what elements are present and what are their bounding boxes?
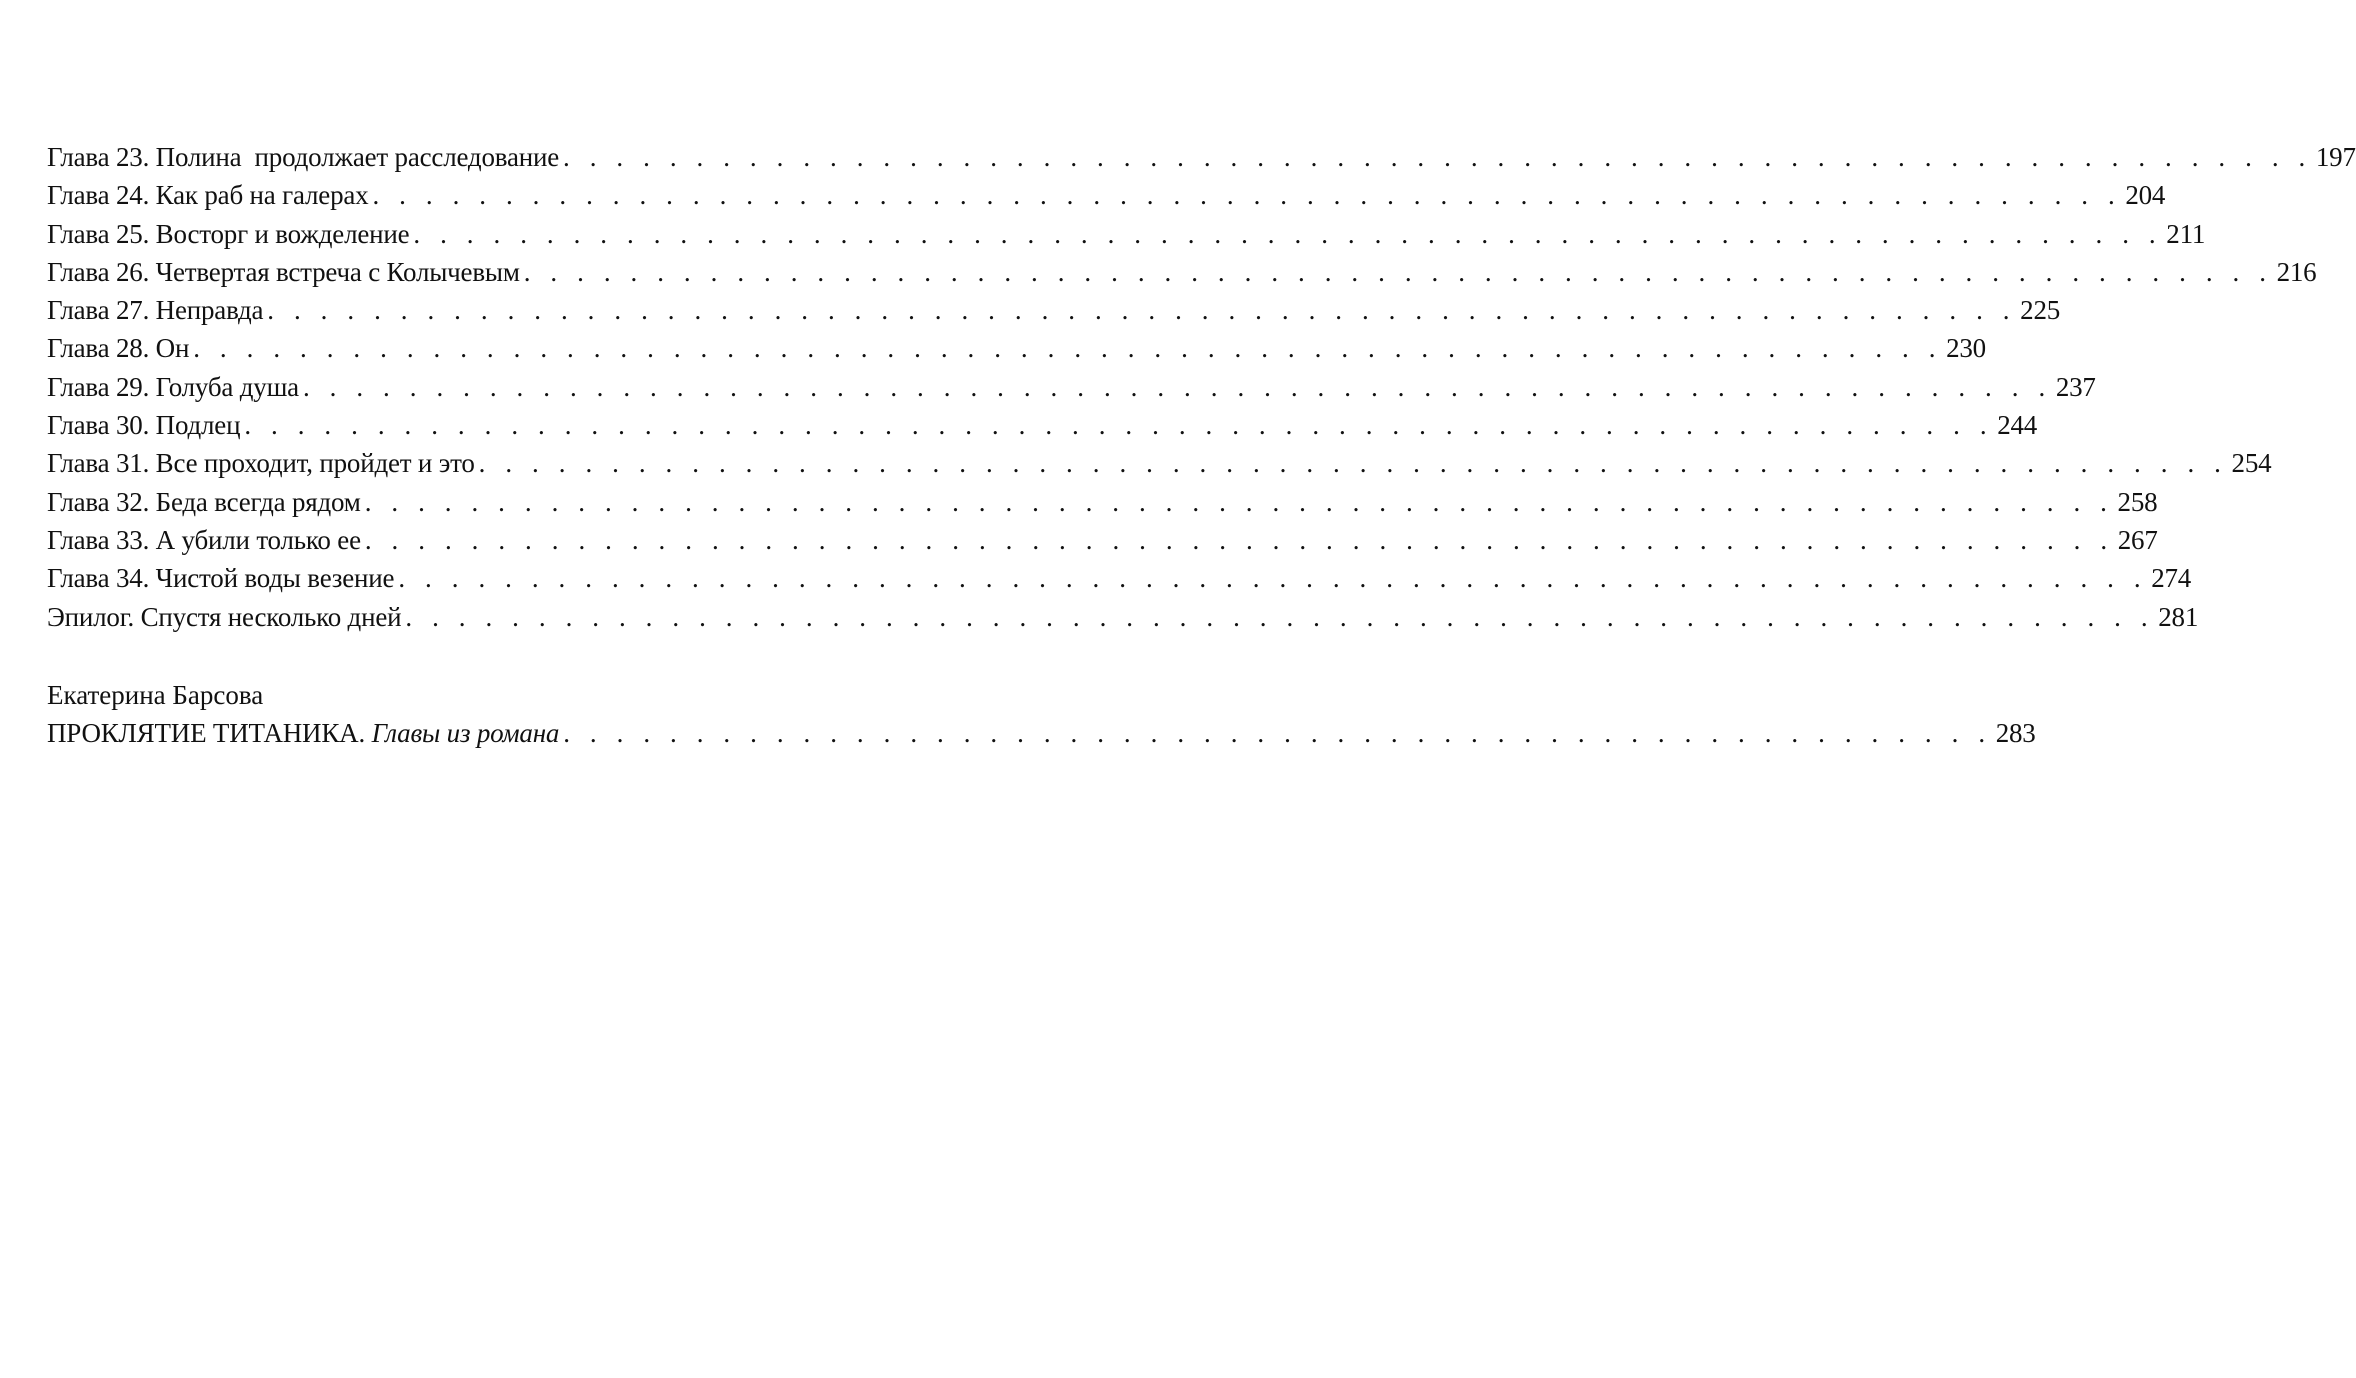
toc-entry-page: 197 <box>2315 142 2356 172</box>
dot-leader: . . . . . . . . . . . . . . . . . . . . . . . . . . . . . . . . . . . . . . . . . . . . . . . . . . . . . . . . . . . . . . . . . . <box>244 410 1994 441</box>
toc-entry[interactable] <box>47 253 2317 291</box>
toc-entry-title: Глава 28. Он <box>47 333 190 364</box>
toc-entry-title: Глава 25. Восторг и вожделение <box>47 218 410 249</box>
toc-entry-page: 211 <box>2166 218 2206 249</box>
toc-entry-title: Глава 33. А убили только ее <box>47 524 361 555</box>
toc-entry[interactable] <box>47 176 2166 214</box>
toc-entry-title: Глава 23. Полина продолжает расследование <box>47 142 560 172</box>
toc-entry-title: Глава 31. Все проходит, пройдет и это <box>47 448 475 479</box>
toc-entry[interactable] <box>47 368 2096 406</box>
toc-entry[interactable] <box>47 598 2199 636</box>
toc-entry-appendix[interactable] <box>47 714 2036 752</box>
toc-entry-page: 230 <box>1946 333 1986 364</box>
dot-leader: . . . . . . . . . . . . . . . . . . . . . . . . . . . . . . . . . . . . . . . . . . . . . . . . . . . . . . . . . . . . . . . . . . <box>523 256 2273 287</box>
toc-entry-page: 244 <box>1997 410 2038 441</box>
toc-entry[interactable] <box>47 215 2206 253</box>
toc-entry-title: Глава 32. Беда всегда рядом <box>47 486 361 517</box>
toc-entry[interactable] <box>47 444 2272 482</box>
toc-entry[interactable] <box>47 329 1986 367</box>
toc-entry-page: 281 <box>2158 601 2199 632</box>
novel-subtitle: Главы из романа <box>371 718 560 748</box>
toc-entry-title: Глава 34. Чистой воды везение <box>47 563 395 594</box>
dot-leader: . . . . . . . . . . . . . . . . . . . . . . . . . . . . . . . . . . . . . . . . . . . . . . . . . . . . . . . . . . . . . . . . . . <box>478 448 2228 479</box>
toc-entry-title: Глава 24. Как раб на галерах <box>47 180 369 211</box>
dot-leader: . . . . . . . . . . . . . . . . . . . . . . . . . . . . . . . . . . . . . . . . . . . . . . . . . . . . . . . . . . . . . . . . . . <box>364 486 2114 517</box>
dot-leader: . . . . . . . . . . . . . . . . . . . . . . . . . . . . . . . . . . . . . . . . . . . . . . . . . . . . . . . . . . . . . . . . . . <box>302 371 2052 402</box>
dot-leader: . . . . . . . . . . . . . . . . . . . . . . . . . . . . . . . . . . . . . . . . . . . . . . . . . . . . . . . . . . . . . . . . . . <box>413 218 2163 249</box>
toc-entry-page: 204 <box>2125 180 2166 211</box>
toc-entry-page: 225 <box>2020 295 2061 326</box>
appendix-section <box>47 676 2036 752</box>
toc-entry-page: 237 <box>2055 371 2096 402</box>
toc-entry-title: Глава 26. Четвертая встреча с Колычевым <box>47 256 520 287</box>
dot-leader: . . . . . . . . . . . . . . . . . . . . . . . . . . . . . . . . . . . . . . . . . . . . . . . . . . . . . . <box>563 718 1992 748</box>
dot-leader: . . . . . . . . . . . . . . . . . . . . . . . . . . . . . . . . . . . . . . . . . . . . . . . . . . . . . . . . . . . . . . . . . . <box>372 180 2122 211</box>
toc-entry[interactable] <box>47 406 2038 444</box>
toc-entry[interactable] <box>47 483 2158 521</box>
toc-entry-title: Глава 30. Подлец <box>47 410 241 441</box>
toc-entry-page: 267 <box>2117 524 2158 555</box>
toc-entry-title: Глава 29. Голуба душа <box>47 371 299 402</box>
dot-leader: . . . . . . . . . . . . . . . . . . . . . . . . . . . . . . . . . . . . . . . . . . . . . . . . . . . . . . . . . . . . . . . . . . <box>364 524 2114 555</box>
toc-entry-page: 274 <box>2151 563 2192 594</box>
dot-leader: . . . . . . . . . . . . . . . . . . . . . . . . . . . . . . . . . . . . . . . . . . . . . . . . . . . . . . . . . . . . . . . . . . <box>193 333 1943 364</box>
toc-entry-title: Эпилог. Спустя несколько дней <box>47 601 402 632</box>
author-name: Екатерина Барсова <box>47 680 264 710</box>
toc-entry[interactable] <box>47 138 2356 176</box>
toc-entry[interactable] <box>47 559 2192 597</box>
dot-leader: . . . . . . . . . . . . . . . . . . . . . . . . . . . . . . . . . . . . . . . . . . . . . . . . . . . . . . . . . . . . . . . . . . <box>405 601 2155 632</box>
dot-leader: . . . . . . . . . . . . . . . . . . . . . . . . . . . . . . . . . . . . . . . . . . . . . . . . . . . . . . . . . . . . . . . . . . <box>267 295 2017 326</box>
toc-entry-title <box>47 714 559 752</box>
novel-title: ПРОКЛЯТИЕ ТИТАНИКА. <box>47 718 365 748</box>
toc-entry[interactable] <box>47 291 2061 329</box>
toc-entry[interactable] <box>47 521 2158 559</box>
toc-entry-page: 283 <box>1995 718 2036 748</box>
dot-leader: . . . . . . . . . . . . . . . . . . . . . . . . . . . . . . . . . . . . . . . . . . . . . . . . . . . . . . . . . . . . . . . . . . <box>398 563 2148 594</box>
toc-entry-title: Глава 27. Неправда <box>47 295 264 326</box>
toc-entry-page: 254 <box>2231 448 2272 479</box>
toc-entry-page: 216 <box>2276 256 2317 287</box>
dot-leader: . . . . . . . . . . . . . . . . . . . . . . . . . . . . . . . . . . . . . . . . . . . . . . . . . . . . . . . . . . . . . . . . . . <box>563 142 2312 172</box>
table-of-contents <box>47 138 2356 636</box>
toc-entry-page: 258 <box>2117 486 2158 517</box>
